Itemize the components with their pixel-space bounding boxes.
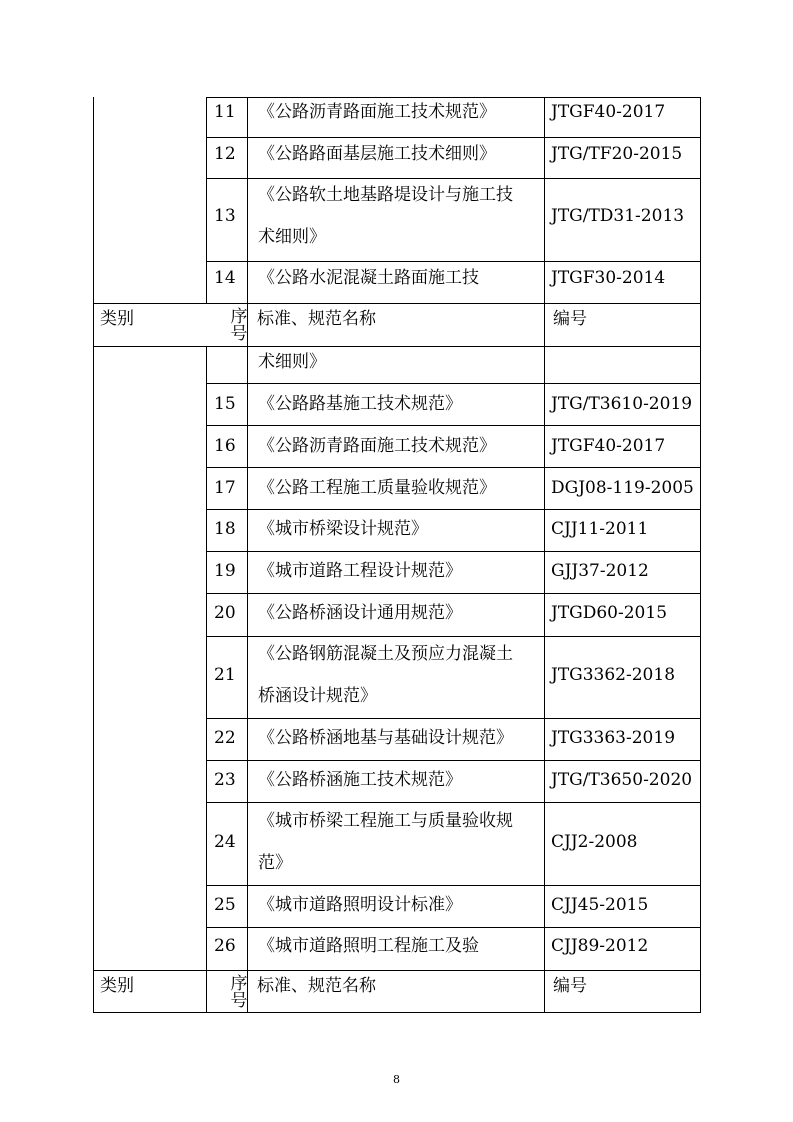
- row-number: 11: [214, 102, 236, 122]
- standard-name-continued: 范》: [258, 853, 292, 873]
- standard-name: 《城市桥梁设计规范》: [258, 519, 428, 539]
- standard-code: CJJ11-2011: [551, 519, 649, 539]
- standard-name: 《公路沥青路面施工技术规范》: [258, 436, 496, 456]
- row-number: 19: [214, 561, 236, 581]
- row-number: 20: [214, 603, 236, 623]
- header-seq-top: 序: [230, 307, 248, 327]
- standard-name: 《城市道路照明工程施工及验: [258, 936, 479, 956]
- standard-code: CJJ2-2008: [551, 832, 638, 852]
- standard-code: JTGF40-2017: [551, 436, 666, 456]
- standard-name-continued: 术细则》: [258, 352, 326, 372]
- standard-code: GJJ37-2012: [551, 561, 649, 581]
- standard-name: 《公路软土地基路堤设计与施工技: [258, 185, 513, 205]
- standard-name-continued: 术细则》: [258, 227, 326, 247]
- page-number: 8: [393, 1073, 400, 1086]
- standard-code: CJJ89-2012: [551, 936, 649, 956]
- standard-name: 《公路钢筋混凝土及预应力混凝土: [258, 644, 513, 664]
- header-code: 编号: [553, 976, 587, 996]
- standard-code: JTGF30-2014: [551, 268, 666, 288]
- standard-name: 《公路工程施工质量验收规范》: [258, 478, 496, 498]
- standard-code: JTGF40-2017: [551, 102, 666, 122]
- standard-name: 《公路水泥混凝土路面施工技: [258, 268, 479, 288]
- standard-name-continued: 桥涵设计规范》: [258, 686, 377, 706]
- standard-name: 《城市道路照明设计标准》: [258, 895, 462, 915]
- header-standard-name: 标准、规范名称: [257, 309, 376, 329]
- row-number: 21: [214, 665, 236, 685]
- standard-code: JTG/T3610-2019: [551, 394, 693, 414]
- standard-name: 《公路路基施工技术规范》: [258, 394, 462, 414]
- standard-code: CJJ45-2015: [551, 895, 649, 915]
- header-standard-name: 标准、规范名称: [257, 976, 376, 996]
- header-category: 类别: [100, 976, 134, 996]
- row-number: 14: [214, 268, 236, 288]
- header-seq-bottom: 号: [230, 991, 248, 1011]
- row-number: 12: [214, 144, 236, 164]
- header-seq-bottom: 号: [230, 324, 248, 344]
- row-number: 16: [214, 436, 236, 456]
- standard-name: 《公路桥涵地基与基础设计规范》: [258, 728, 513, 748]
- row-number: 17: [214, 478, 236, 498]
- standard-code: DGJ08-119-2005: [551, 478, 694, 498]
- row-number: 15: [214, 394, 236, 414]
- row-number: 18: [214, 519, 236, 539]
- standard-name: 《城市道路工程设计规范》: [258, 561, 462, 581]
- row-number: 24: [214, 832, 236, 852]
- standard-name: 《城市桥梁工程施工与质量验收规: [258, 811, 513, 831]
- row-number: 13: [214, 206, 236, 226]
- standard-code: JTGD60-2015: [551, 603, 668, 623]
- standard-name: 《公路桥涵施工技术规范》: [258, 770, 462, 790]
- row-number: 26: [214, 936, 236, 956]
- standard-code: JTG3363-2019: [551, 728, 676, 748]
- standard-name: 《公路沥青路面施工技术规范》: [258, 102, 496, 122]
- row-number: 23: [214, 770, 236, 790]
- standard-name: 《公路桥涵设计通用规范》: [258, 603, 462, 623]
- row-number: 25: [214, 895, 236, 915]
- standard-name: 《公路路面基层施工技术细则》: [258, 144, 496, 164]
- standard-code: JTG/T3650-2020: [551, 770, 693, 790]
- header-category: 类别: [100, 309, 134, 329]
- row-number: 22: [214, 728, 236, 748]
- header-seq-top: 序: [230, 974, 248, 994]
- standard-code: JTG3362-2018: [551, 665, 676, 685]
- standard-code: JTG/TF20-2015: [551, 144, 683, 164]
- standard-code: JTG/TD31-2013: [551, 206, 685, 226]
- header-code: 编号: [553, 309, 587, 329]
